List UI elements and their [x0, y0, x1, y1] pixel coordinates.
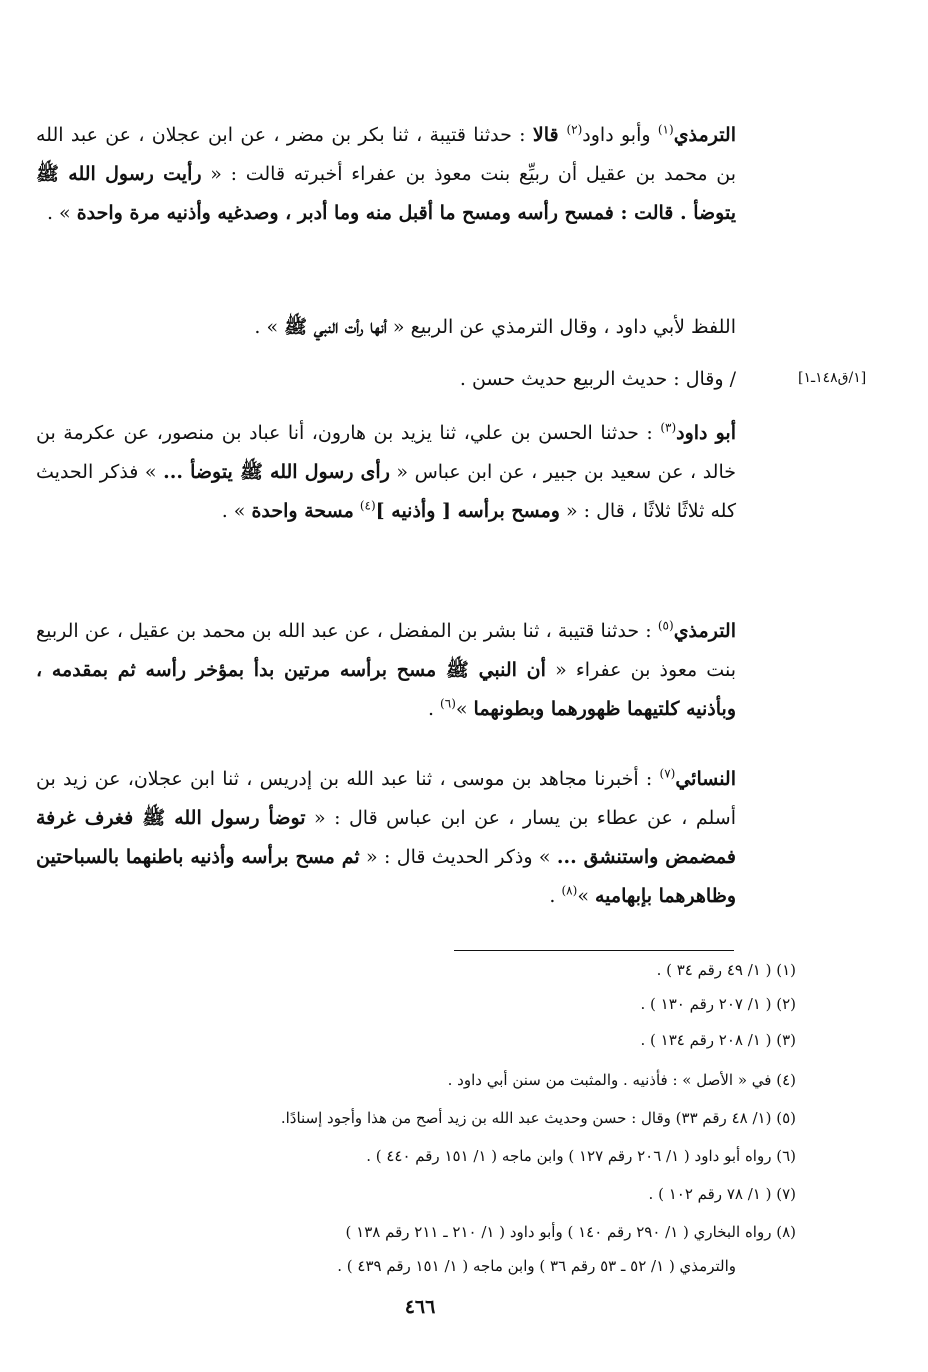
text-run: » . — [46, 202, 77, 224]
footnote-7: (٧) ( ١/ ٧٨ رقم ١٠٢ ) . — [648, 1185, 796, 1203]
footnote-8: (٨) رواه البخاري ( ١/ ٢٩٠ رقم ١٤٠ ) وأبو داود ( ١/ ٢١٠ ـ ٢١١ رقم ١٣٨ ) — [345, 1223, 796, 1241]
text-run: : أخبرنا مجاهد بن موسى ، ثنا عبد الله بن إدريس ، ثنا ابن عجلان، عن زيد بن أسلم ، عن عطاء بن يسار ، عن ابن عباس قال : « — [36, 768, 736, 829]
footnote-8-continued: والترمذي ( ١/ ٥٢ ـ ٥٣ رقم ٣٦ ) وابن ماجه ( ١/ ١٥١ رقم ٤٣٩ ) . — [337, 1257, 736, 1275]
text-run: / وقال : حديث الربيع حديث حسن . — [459, 368, 736, 390]
text-run: . — [549, 885, 562, 907]
footnote-reference: (٨) — [561, 883, 578, 898]
bold-text-run: ثم مسح برأسه وأذنيه باطنهما بالسباحتين وظاهرهما بإبهاميه — [36, 846, 736, 907]
footnote-reference: (٥) — [657, 618, 674, 633]
paragraph-hasan-grading — [126, 360, 736, 399]
footnote-separator — [454, 950, 734, 951]
bold-text-run: الترمذي — [673, 124, 736, 146]
text-run: : حدثنا قتيبة ، ثنا بكر بن مضر ، عن ابن عجلان ، عن عبد الله بن محمد بن عقيل أن ربيِّع بنت معوذ بن عفراء أخبرته قالت : « — [36, 124, 736, 185]
page-number: ٤٦٦ — [404, 1296, 436, 1318]
footnote-reference: (٣) — [660, 420, 677, 435]
footnote-1: (١) ( ١/ ٤٩ رقم ٣٤ ) . — [656, 961, 796, 979]
paragraph-nasai — [36, 760, 736, 916]
footnote-6: (٦) رواه أبو داود ( ١/ ٢٠٦ رقم ١٢٧ ) وابن ماجه ( ١/ ١٥١ رقم ٤٤٠ ) . — [366, 1147, 796, 1165]
text-run: : حدثنا قتيبة ، ثنا بشر بن المفضل ، عن عبد الله بن محمد بن عقيل ، عن الربيع بنت معوذ بن عفراء « — [36, 620, 736, 681]
bold-text-run: قالا — [532, 124, 567, 146]
text-run: : حدثنا الحسن بن علي، ثنا يزيد بن هارون، أنا عباد بن منصور، عن عكرمة بن خالد ، عن سعيد بن جبير ، عن ابن عباس « — [36, 422, 737, 483]
text-run: اللفظ لأبي داود ، وقال الترمذي عن الربيع « — [386, 316, 736, 338]
footnote-reference: (٤) — [359, 498, 376, 513]
text-run: » . — [221, 500, 252, 522]
bold-text-run: رأى رسول الله ﷺ يتوضأ ... — [163, 461, 390, 483]
text-run: وأبو داود — [582, 124, 658, 146]
footnote-5: (٥) (١/ ٤٨ رقم ٣٣) وقال : حسن وحديث عبد الله بن زيد أصح من هذا وأجود إسنادًا. — [280, 1109, 796, 1127]
text-run: » — [455, 698, 474, 720]
text-run: » . — [254, 316, 285, 338]
text-run: » وذكر الحديث قال : « — [359, 846, 557, 868]
text-run: . — [427, 698, 441, 720]
bold-text-run: مسحة واحدة — [251, 500, 354, 522]
text-run: » — [577, 885, 595, 907]
bold-text-run: أبو داود — [676, 422, 736, 444]
bold-text-run: أن النبي ﷺ مسح برأسه مرتين بدأ بمؤخر رأسه ثم بمقدمه ، وبأذنيه كلتيهما ظهورهما وبطونهما — [36, 659, 736, 720]
footnote-4: (٤) في « الأصل » : فأذنيه . والمثبت من سنن أبي داود . — [447, 1071, 796, 1089]
bold-text-run: رأيت رسول الله ﷺ يتوضأ . قالت : فمسح رأسه ومسح ما أقبل منه وما أدبر ، وصدغيه وأذنيه مرة واحدة — [36, 163, 736, 224]
paragraph-abu-dawud — [36, 414, 736, 531]
manuscript-folio-marker: [١/ق١٤٨ـ١] — [798, 370, 867, 386]
footnote-reference: (٧) — [659, 766, 676, 781]
footnote-reference: (٢) — [566, 122, 583, 137]
footnote-3: (٣) ( ١/ ٢٠٨ رقم ١٣٤ ) . — [640, 1031, 796, 1049]
bold-text-run: ومسح برأسه [ وأذنيه ] — [375, 500, 560, 522]
footnote-2: (٢) ( ١/ ٢٠٧ رقم ١٣٠ ) . — [640, 995, 796, 1013]
footnote-reference: (٦) — [440, 696, 456, 711]
bold-text-run: أنها رأت النبي ﷺ — [284, 316, 387, 338]
footnote-reference: (١) — [657, 122, 674, 137]
bold-text-run: توضأ رسول الله ﷺ فغرف غرفة فمضمض واستنشق ... — [36, 807, 737, 868]
paragraph-tirmidhi — [36, 612, 736, 729]
text-run: » فذكر الحديث كله ثلاثًا ثلاثًا ، قال : « — [36, 461, 736, 522]
bold-text-run: النسائي — [675, 768, 736, 790]
paragraph-lafz-note — [96, 308, 736, 347]
paragraph-tirmidhi-abu-dawud — [36, 116, 736, 233]
bold-text-run: الترمذي — [673, 620, 736, 642]
